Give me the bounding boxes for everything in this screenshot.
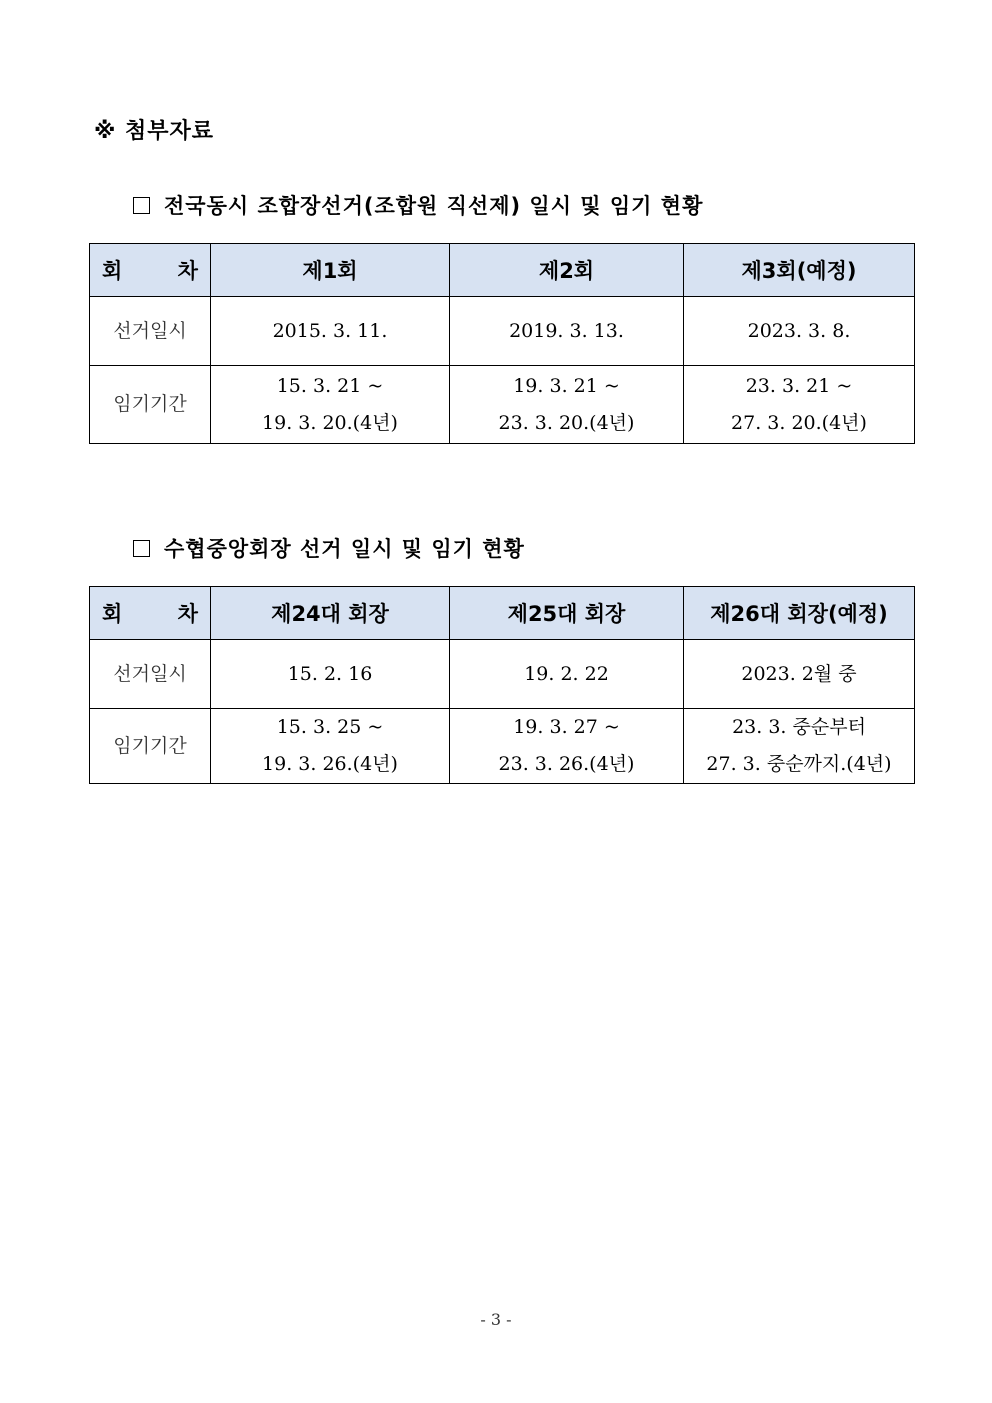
table-row-term <box>90 366 915 444</box>
term-cell <box>684 709 915 784</box>
term-start: 23. 3. 중순부터 <box>732 716 866 738</box>
term-end: 27. 3. 20.(4년) <box>731 411 867 434</box>
section-heading-suhyup-chairman-election <box>133 533 525 563</box>
term-cell <box>211 709 450 784</box>
term-cell <box>684 366 915 444</box>
cooperative-election-table <box>89 243 915 444</box>
term-start: 23. 3. 21 ~ <box>745 374 853 397</box>
header-chairman-25: 제25대 회장 <box>450 587 684 640</box>
row-label-election-date: 선거일시 <box>90 640 211 709</box>
term-cell <box>450 709 684 784</box>
term-start: 19. 3. 21 ~ <box>513 374 620 397</box>
header-round-2: 제2회 <box>450 244 684 297</box>
term-start: 15. 3. 21 ~ <box>276 374 384 397</box>
header-round: 회 차 <box>90 244 211 297</box>
suhyup-chairman-election-table <box>89 586 915 784</box>
table-row-election-date <box>90 640 915 709</box>
election-date-cell: 2023. 2월 중 <box>684 640 915 709</box>
term-start: 15. 3. 25 ~ <box>276 716 384 738</box>
page-number: - 3 - <box>480 1310 512 1329</box>
term-end: 23. 3. 26.(4년) <box>498 753 635 775</box>
row-label-election-date: 선거일시 <box>90 297 211 366</box>
section-heading-text: 수협중앙회장 선거 일시 및 임기 현황 <box>164 537 525 561</box>
checkbox-square-icon <box>133 197 150 214</box>
term-end: 23. 3. 20.(4년) <box>498 411 635 434</box>
header-round-1: 제1회 <box>211 244 450 297</box>
election-date-cell: 2019. 3. 13. <box>450 297 684 366</box>
header-chairman-24: 제24대 회장 <box>211 587 450 640</box>
section-heading-text: 전국동시 조합장선거(조합원 직선제) 일시 및 임기 현황 <box>164 194 704 218</box>
header-chairman-26: 제26대 회장(예정) <box>684 587 915 640</box>
term-cell <box>211 366 450 444</box>
election-date-cell: 15. 2. 16 <box>211 640 450 709</box>
election-date-cell: 19. 2. 22 <box>450 640 684 709</box>
table-row-election-date <box>90 297 915 366</box>
term-cell <box>450 366 684 444</box>
header-round: 회 차 <box>90 587 211 640</box>
election-date-cell: 2015. 3. 11. <box>211 297 450 366</box>
table-row-term <box>90 709 915 784</box>
row-label-term: 임기기간 <box>90 709 211 784</box>
term-end: 19. 3. 20.(4년) <box>262 411 398 434</box>
term-start: 19. 3. 27 ~ <box>513 716 620 738</box>
term-end: 19. 3. 26.(4년) <box>262 753 398 775</box>
section-heading-cooperative-election <box>133 190 703 220</box>
election-date-cell: 2023. 3. 8. <box>684 297 915 366</box>
header-round-3: 제3회(예정) <box>684 244 915 297</box>
row-label-term: 임기기간 <box>90 366 211 444</box>
term-end: 27. 3. 중순까지.(4년) <box>706 753 892 775</box>
table-header-row <box>90 244 915 297</box>
attachment-title: ※ 첨부자료 <box>94 119 215 144</box>
table-header-row <box>90 587 915 640</box>
checkbox-square-icon <box>133 540 150 557</box>
